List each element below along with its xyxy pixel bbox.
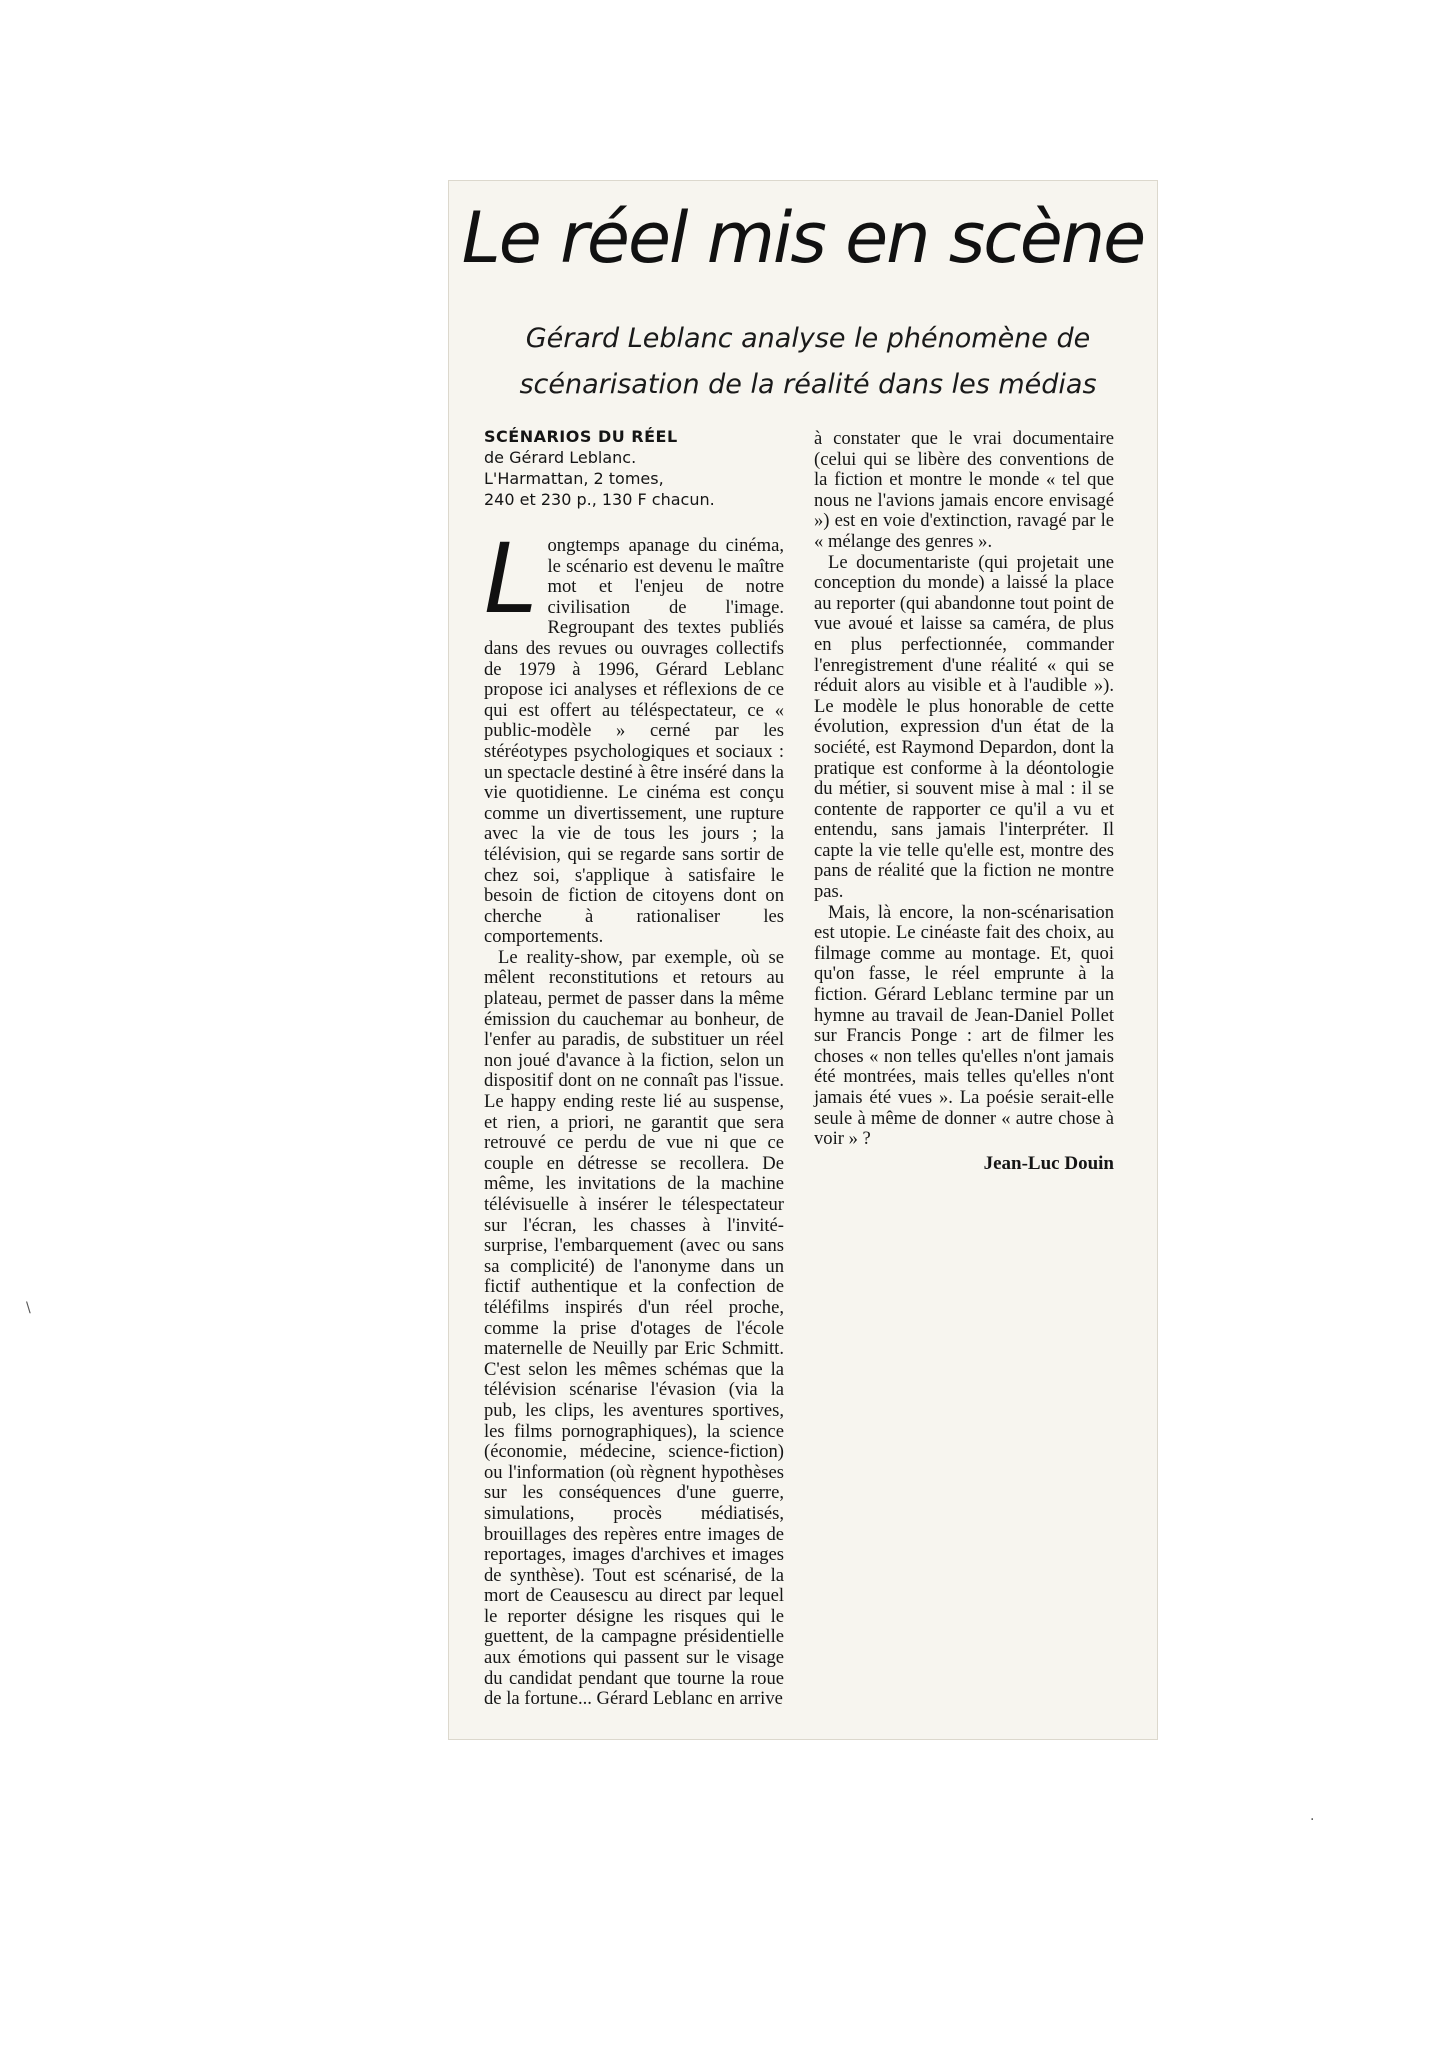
paragraph-2-continued: à constater que le vrai documentaire (celui qui se libère des conventions de la fiction et montre le monde « tel que nous ne l'avions jamais encore envisagé ») est en voie d'extinction, ravagé par le « mélange des genres ». [814,428,1114,552]
scan-speck: \ [26,1300,31,1316]
article-body-right [814,429,1114,1174]
article-body-left [484,523,784,1710]
right-column [814,429,1114,1174]
headline: Le réel mis en scène [461,197,1145,279]
book-reference [484,426,784,510]
left-column [484,426,784,1710]
paragraph-1-text: ongtemps apanage du cinéma, le scénario est devenu le maître mot et l'enjeu de notre civilisation de l'image. Regroupant des textes publiés dans des revues ou ouvrages collectifs de 1979 à 1996, Gérard Leblanc propose ici analyses et réflexions de ce qui est offert au téléspectateur, ce « public-modèle » cerné par les stéréotypes psychologiques et sociaux : un spectacle destiné à être inséré dans la vie quotidienne. Le cinéma est conçu comme un divertissement, une rupture avec la vie de tous les jours ; la télévision, qui se regarde sans sortir de chez soi, s'applique à satisfaire le besoin de fiction de citoyens dont on cherche à rationaliser les comportements. [484,535,784,948]
author-signature: Jean-Luc Douin [983,1152,1114,1174]
paragraph-3: Le documentariste (qui projetait une conception du monde) a laissé la place au reporter (qui abandonne tout point de vue avoué et laisse sa caméra, de plus en plus perfectionnée, commander l'enregistrement d'une réalité « qui se réduit alors au visible et à l'audible »). Le modèle le plus honorable de cette évolution, expression d'un état de la société, est Raymond Depardon, dont la pratique est conforme à la déontologie du métier, si souvent mise à mal : il se contente de rapporter ce qu'il a vu et entendu, sans jamais l'interpréter. Il capte la vie telle qu'elle est, montre des pans de réalité que la fiction ne montre pas. [814,551,1114,903]
book-details: 240 et 230 p., 130 F chacun. [484,490,715,509]
scan-speck-2: · [1310,1812,1315,1828]
book-publisher: L'Harmattan, 2 tomes, [484,469,664,488]
subheadline: Gérard Leblanc analyse le phénomène de scénarisation de la réalité dans les médias [519,323,1097,400]
newspaper-clipping [448,180,1158,1740]
paragraph-1 [484,523,784,948]
book-title: SCÉNARIOS DU RÉEL [484,427,678,446]
paragraph-4: Mais, là encore, la non-scénarisation est utopie. Le cinéaste fait des choix, au filmage comme au montage. Et, quoi qu'on fasse, le réel emprunte à la fiction. Gérard Leblanc termine par un hymne au travail de Jean-Daniel Pollet sur Francis Ponge : art de filmer les choses « non telles qu'elles n'ont jamais été montrées, mais telles qu'elles n'ont jamais été vues ». La poésie serait-elle seule à même de donner « autre chose à voir » ? [814,901,1114,1150]
book-author: de Gérard Leblanc. [484,448,637,467]
paragraph-2: Le reality-show, par exemple, où se mêlent reconstitutions et retours au plateau, permet de passer dans la même émission du cauchemar au bonheur, de l'enfer au paradis, de substituer un réel non joué d'avance à la fiction, selon un dispositif dont on ne connaît pas l'issue. Le happy ending reste lié au suspense, et rien, a priori, ne garantit que sera retrouvé ce perdu de vue ni que ce couple en détresse se recollera. De même, les invitations de la machine télévisuelle à insérer le télespectateur sur l'écran, les chasses à l'invité-surprise, l'embarquement (avec ou sans sa complicité) de l'anonyme dans un fictif authentique et la confection de téléfilms inspirés d'un réel proche, comme la prise d'otages de l'école maternelle de Neuilly par Eric Schmitt. C'est selon les mêmes schémas que la télévision scénarise l'évasion (via la pub, les clips, les aventures sportives, les films pornographiques), la science (économie, médecine, science-fiction) ou l'information (où règnent hypothèses sur les conséquences d'une guerre, simulations, procès médiatisés, brouillages des repères entre images de reportages, images d'archives et images de synthèse). Tout est scénarisé, de la mort de Ceausescu au direct par lequel le reporter désigne les risques qui le guettent, de la campagne présidentielle aux émotions qui passent sur le visage du candidat pendant que tourne la roue de la fortune... Gérard Leblanc en arrive [484,946,784,1710]
drop-cap: L [484,523,538,635]
